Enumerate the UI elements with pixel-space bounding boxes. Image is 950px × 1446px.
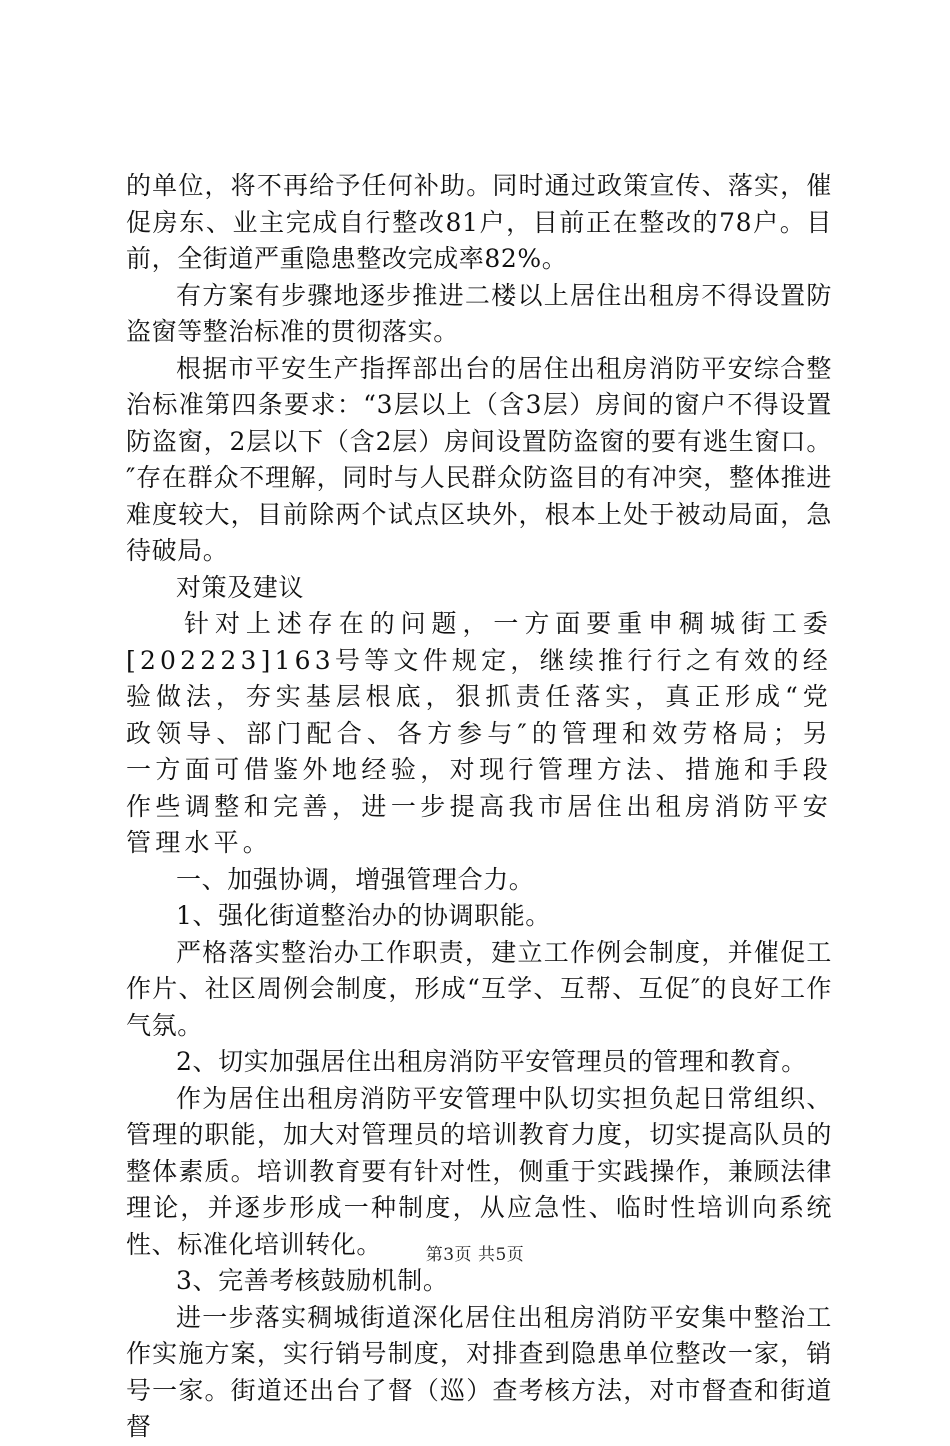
subheading-1: 一、加强协调，增强管理合力。 — [176, 864, 535, 894]
paragraph-3: 根据市平安生产指挥部出台的居住出租房消防平安综合整治标准第四条要求：“3层以上（含3层）房间的窗户不得设置防盗窗，2层以下（含2层）房间设置防盗窗的要有逃生窗口。″存在群众不理解，同时与人民群众防盗目的有冲突，整体推进难度较大，目前除两个试点区块外，根本上处于被动局面，急待破局。 — [126, 353, 832, 565]
paragraph-5: 严格落实整治办工作职责，建立工作例会制度，并催促工作片、社区周例会制度，形成“互学、互帮、互促″的良好工作气氛。 — [126, 937, 832, 1040]
subheading-1-2: 2、切实加强居住出租房消防平安管理员的管理和教育。 — [176, 1047, 807, 1076]
paragraph-1: 的单位，将不再给予任何补助。同时通过政策宣传、落实，催促房东、业主完成自行整改81户，目前正在整改的78户。目前，全街道严重隐患整改完成率82%。 — [126, 171, 832, 273]
section-heading: 对策及建议 — [176, 572, 305, 602]
paragraph-2: 有方案有步骤地逐步推进二楼以上居住出租房不得设置防盗窗等整治标准的贯彻落实。 — [126, 280, 832, 346]
paragraph-6: 作为居住出租房消防平安管理中队切实担负起日常组织、管理的职能，加大对管理员的培训教育力度，切实提高队员的整体素质。培训教育要有针对性，侧重于实践操作，兼顾法律理论，并逐步形成一种制度，从应急性、临时性培训向系统性、标准化培训转化。 — [126, 1083, 832, 1259]
paragraph-4: 针对上述存在的问题，一方面要重申稠城街工委[202223]163号等文件规定，继续推行行之有效的经验做法，夯实基层根底，狠抓责任落实，真正形成“党政领导、部门配合、各方参与″的管理和效劳格局；另一方面可借鉴外地经验，对现行管理方法、措施和手段作些调整和完善，进一步提高我市居住出租房消防平安管理水平。 — [126, 609, 832, 857]
subheading-1-3: 3、完善考核鼓励机制。 — [176, 1266, 449, 1295]
paragraph-7: 进一步落实稠城街道深化居住出租房消防平安集中整治工作实施方案，实行销号制度，对排查到隐患单位整改一家，销号一家。街道还出台了督（巡）查考核方法，对市督查和街道督 — [126, 1302, 832, 1441]
page-footer: 第3页 共5页 — [425, 1245, 525, 1265]
subheading-1-1: 1、强化街道整治办的协调职能。 — [176, 901, 551, 930]
